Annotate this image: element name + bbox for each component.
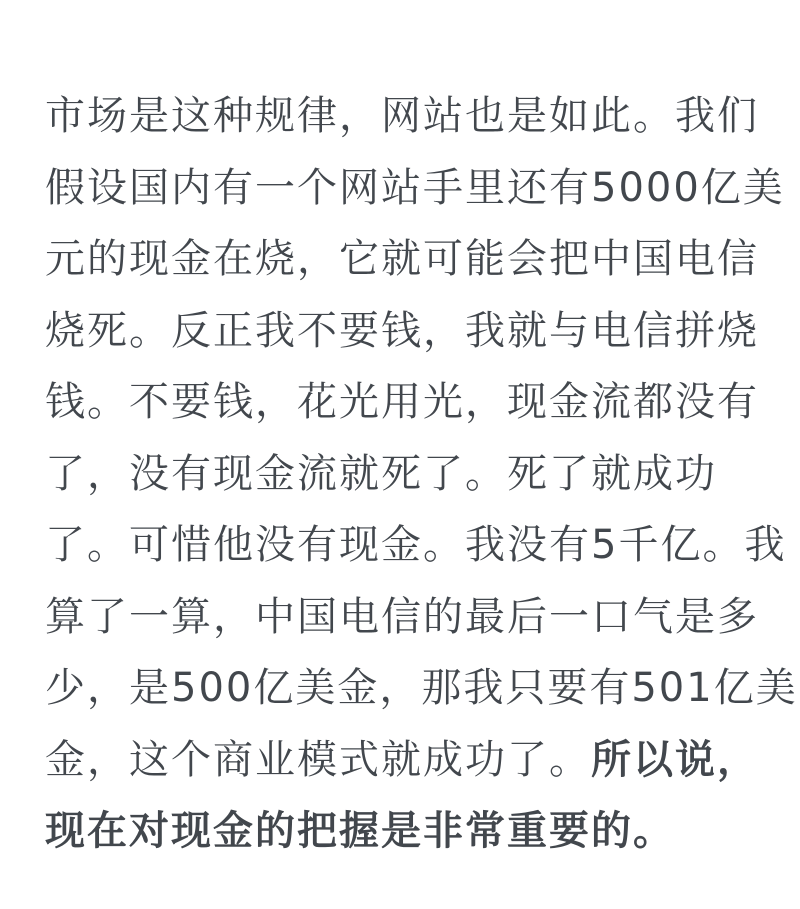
body-text: 市场是这种规律，网站也是如此。我们 bbox=[45, 93, 759, 139]
body-text: 烧死。反正我不要钱，我就与电信拼烧 bbox=[45, 307, 759, 354]
text-line bbox=[45, 81, 759, 153]
text-line bbox=[45, 153, 785, 225]
body-text: 元的现金在烧，它就可能会把中国电信 bbox=[45, 236, 759, 282]
body-text: 了。可惜他没有现金。我没有5千亿。我 bbox=[45, 522, 787, 568]
body-text: 算了一算，中国电信的最后一口气是多 bbox=[45, 593, 759, 640]
body-text: 钱。不要钱，花光用光，现金流都没有 bbox=[45, 379, 759, 425]
body-text: 金，这个商业模式就成功了。 bbox=[45, 736, 591, 783]
body-text: 少，是500亿美金，那我只要有501亿美 bbox=[45, 665, 798, 711]
emphasized-text: 现在对现金的把握是非常重要的。 bbox=[45, 808, 675, 854]
text-line bbox=[45, 224, 759, 296]
text-line bbox=[45, 796, 755, 868]
text-line bbox=[45, 653, 798, 725]
emphasized-text: 所以说， bbox=[591, 736, 759, 783]
body-text: 了，没有现金流就死了。死了就成功 bbox=[45, 450, 717, 497]
text-line bbox=[45, 296, 759, 368]
body-text: 假设国内有一个网站手里还有5000亿美 bbox=[45, 164, 785, 211]
text-line bbox=[45, 367, 759, 439]
text-line bbox=[45, 725, 759, 797]
text-line bbox=[45, 510, 787, 582]
text-line bbox=[45, 439, 755, 511]
text-line bbox=[45, 582, 759, 654]
